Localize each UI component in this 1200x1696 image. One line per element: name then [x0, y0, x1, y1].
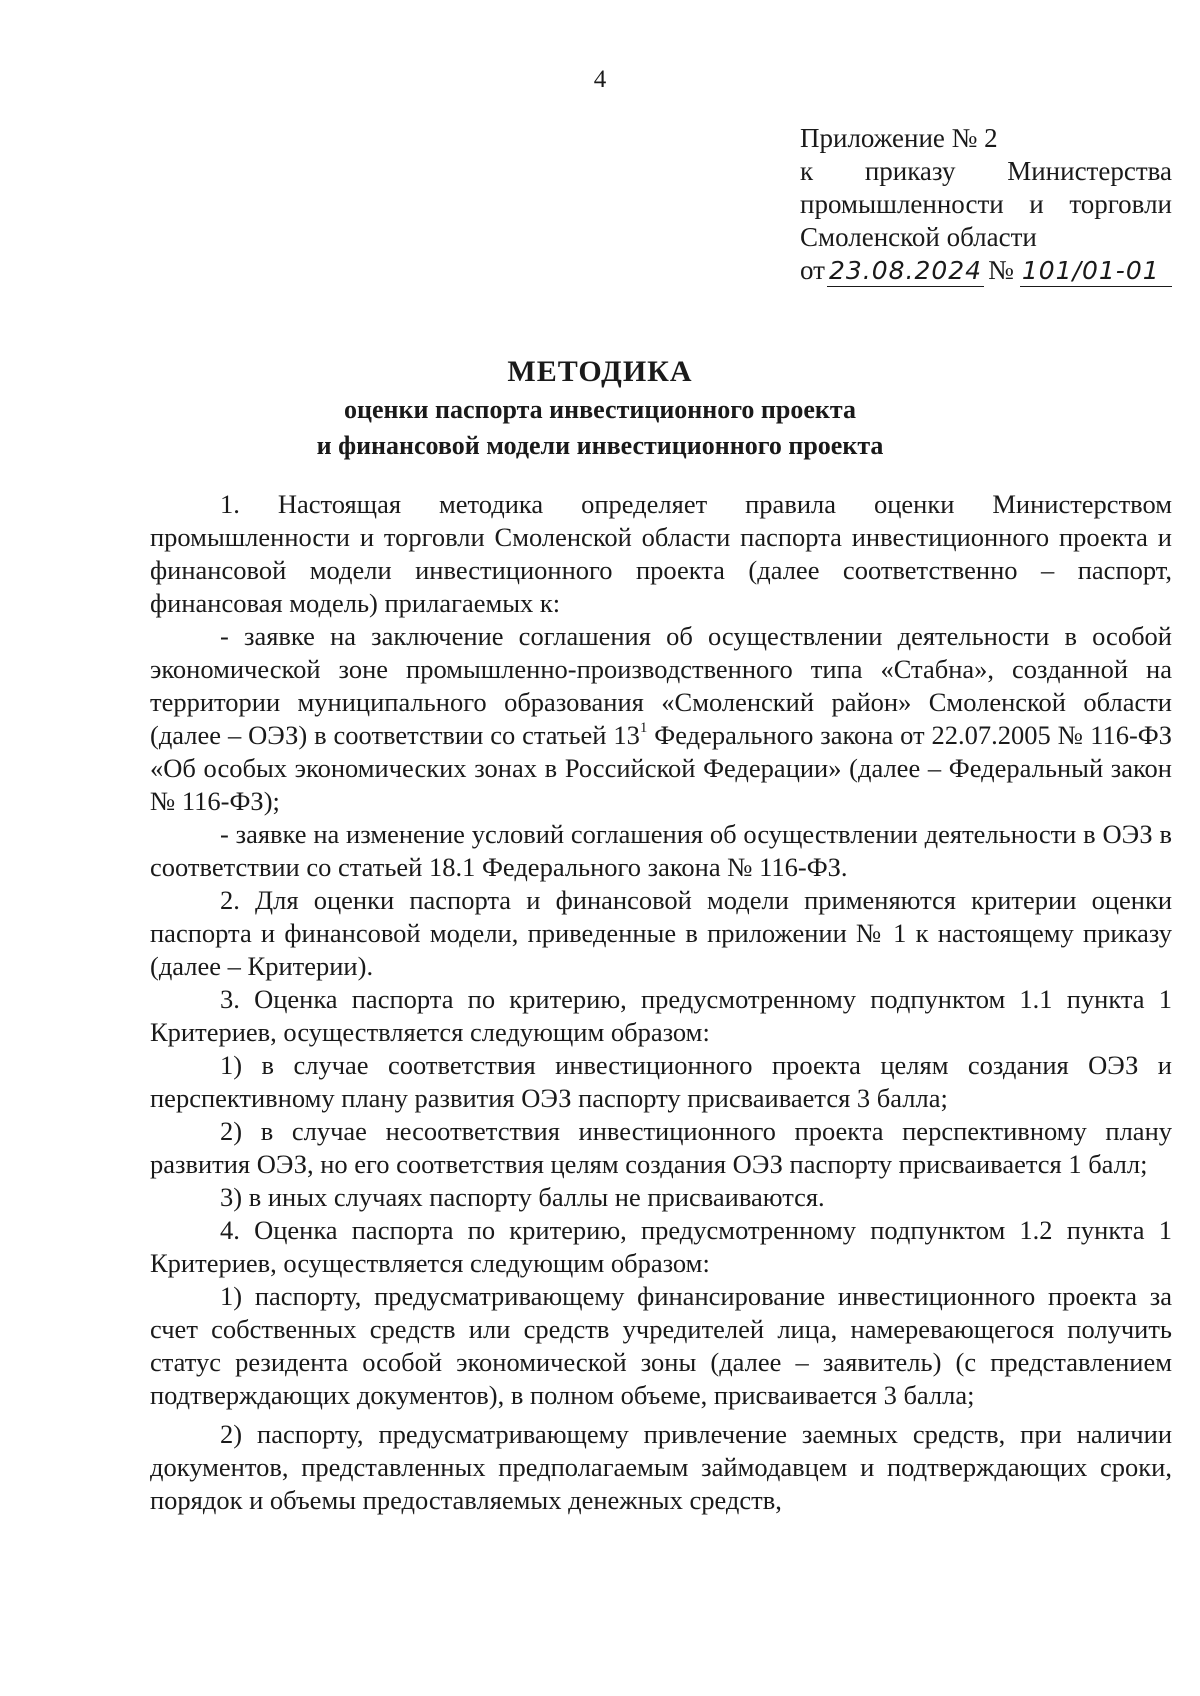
- document-title: МЕТОДИКА: [507, 355, 693, 388]
- number-sign: №: [988, 255, 1014, 285]
- document-body: [150, 488, 1172, 1517]
- paragraph-1: 1. Настоящая методика определяет правила оценки Министерством промышленности и торговли Смоленской области паспорта инвестиционного проекта и финансовой модели инвестиционного проекта (далее соответственно – паспорт, финансовая модель) прилагаемых к:: [150, 489, 1172, 618]
- paragraph-8: 3) в иных случаях паспорту баллы не присваиваются.: [220, 1182, 825, 1212]
- paragraph-11: 2) паспорту, предусматривающему привлечение заемных средств, при наличии документов, представленных предполагаемым займодавцем и подтверждающих сроки, порядок и объемы предоставляемых денежных средств,: [150, 1419, 1172, 1515]
- appendix-title: Приложение № 2: [800, 123, 998, 153]
- paragraph-9: 4. Оценка паспорта по критерию, предусмотренному подпунктом 1.2 пункта 1 Критериев, осуществляется следующим образом:: [150, 1215, 1172, 1278]
- appendix-header: [800, 122, 1172, 287]
- paragraph-2-text-before: - заявке на заключение соглашения об осуществлении деятельности в особой экономической зоне промышленно-производственного типа «Стабна», созданной на территории муниципального образования «Смоленский район» Смоленской области (далее – ОЭЗ) в соответствии со статьей 13: [150, 621, 1172, 750]
- appendix-date-number-line: [800, 254, 1172, 287]
- paragraph-5: 3. Оценка паспорта по критерию, предусмотренному подпунктом 1.1 пункта 1 Критериев, осуществляется следующим образом:: [150, 984, 1172, 1047]
- document-title-block: [0, 352, 1200, 464]
- paragraph-10: 1) паспорту, предусматривающему финансирование инвестиционного проекта за счет собственных средств или средств учредителей лица, намеревающегося получить статус резидента особой экономической зоны (далее – заявитель) (с представлением подтверждающих документов), в полном объеме, присваивается 3 балла;: [150, 1281, 1172, 1410]
- document-subtitle-line-1: оценки паспорта инвестиционного проекта: [344, 395, 856, 424]
- from-prefix: от: [800, 255, 825, 285]
- article-superscript: 1: [639, 720, 648, 736]
- paragraph-2: [150, 620, 1172, 818]
- handwritten-order-number: 101/01-01: [1020, 256, 1172, 287]
- page-number: 4: [593, 66, 607, 93]
- paragraph-2-text-after: Федерального закона от 22.07.2005 № 116-ФЗ «Об особых экономических зонах в Российской Федерации» (далее – Федеральный закон № 116-ФЗ);: [150, 720, 1172, 816]
- document-subtitle-line-2: и финансовой модели инвестиционного проекта: [316, 431, 884, 460]
- paragraph-7: 2) в случае несоответствия инвестиционного проекта перспективному плану развития ОЭЗ, но его соответствия целям создания ОЭЗ паспорту присваивается 1 балл;: [150, 1116, 1172, 1179]
- handwritten-date: 23.08.2024: [828, 256, 983, 285]
- paragraph-6: 1) в случае соответствия инвестиционного проекта целям создания ОЭЗ и перспективному плану развития ОЭЗ паспорту присваивается 3 балла;: [150, 1050, 1172, 1113]
- appendix-order-line: к приказу Министерства: [800, 156, 1172, 186]
- appendix-ministry-line: промышленности и торговли: [800, 189, 1172, 219]
- paragraph-3: - заявке на изменение условий соглашения об осуществлении деятельности в ОЭЗ в соответствии со статьей 18.1 Федерального закона № 116-ФЗ.: [150, 819, 1172, 882]
- appendix-region-line: Смоленской области: [800, 222, 1037, 252]
- paragraph-4: 2. Для оценки паспорта и финансовой модели применяются критерии оценки паспорта и финансовой модели, приведенные в приложении № 1 к настоящему приказу (далее – Критерии).: [150, 885, 1172, 981]
